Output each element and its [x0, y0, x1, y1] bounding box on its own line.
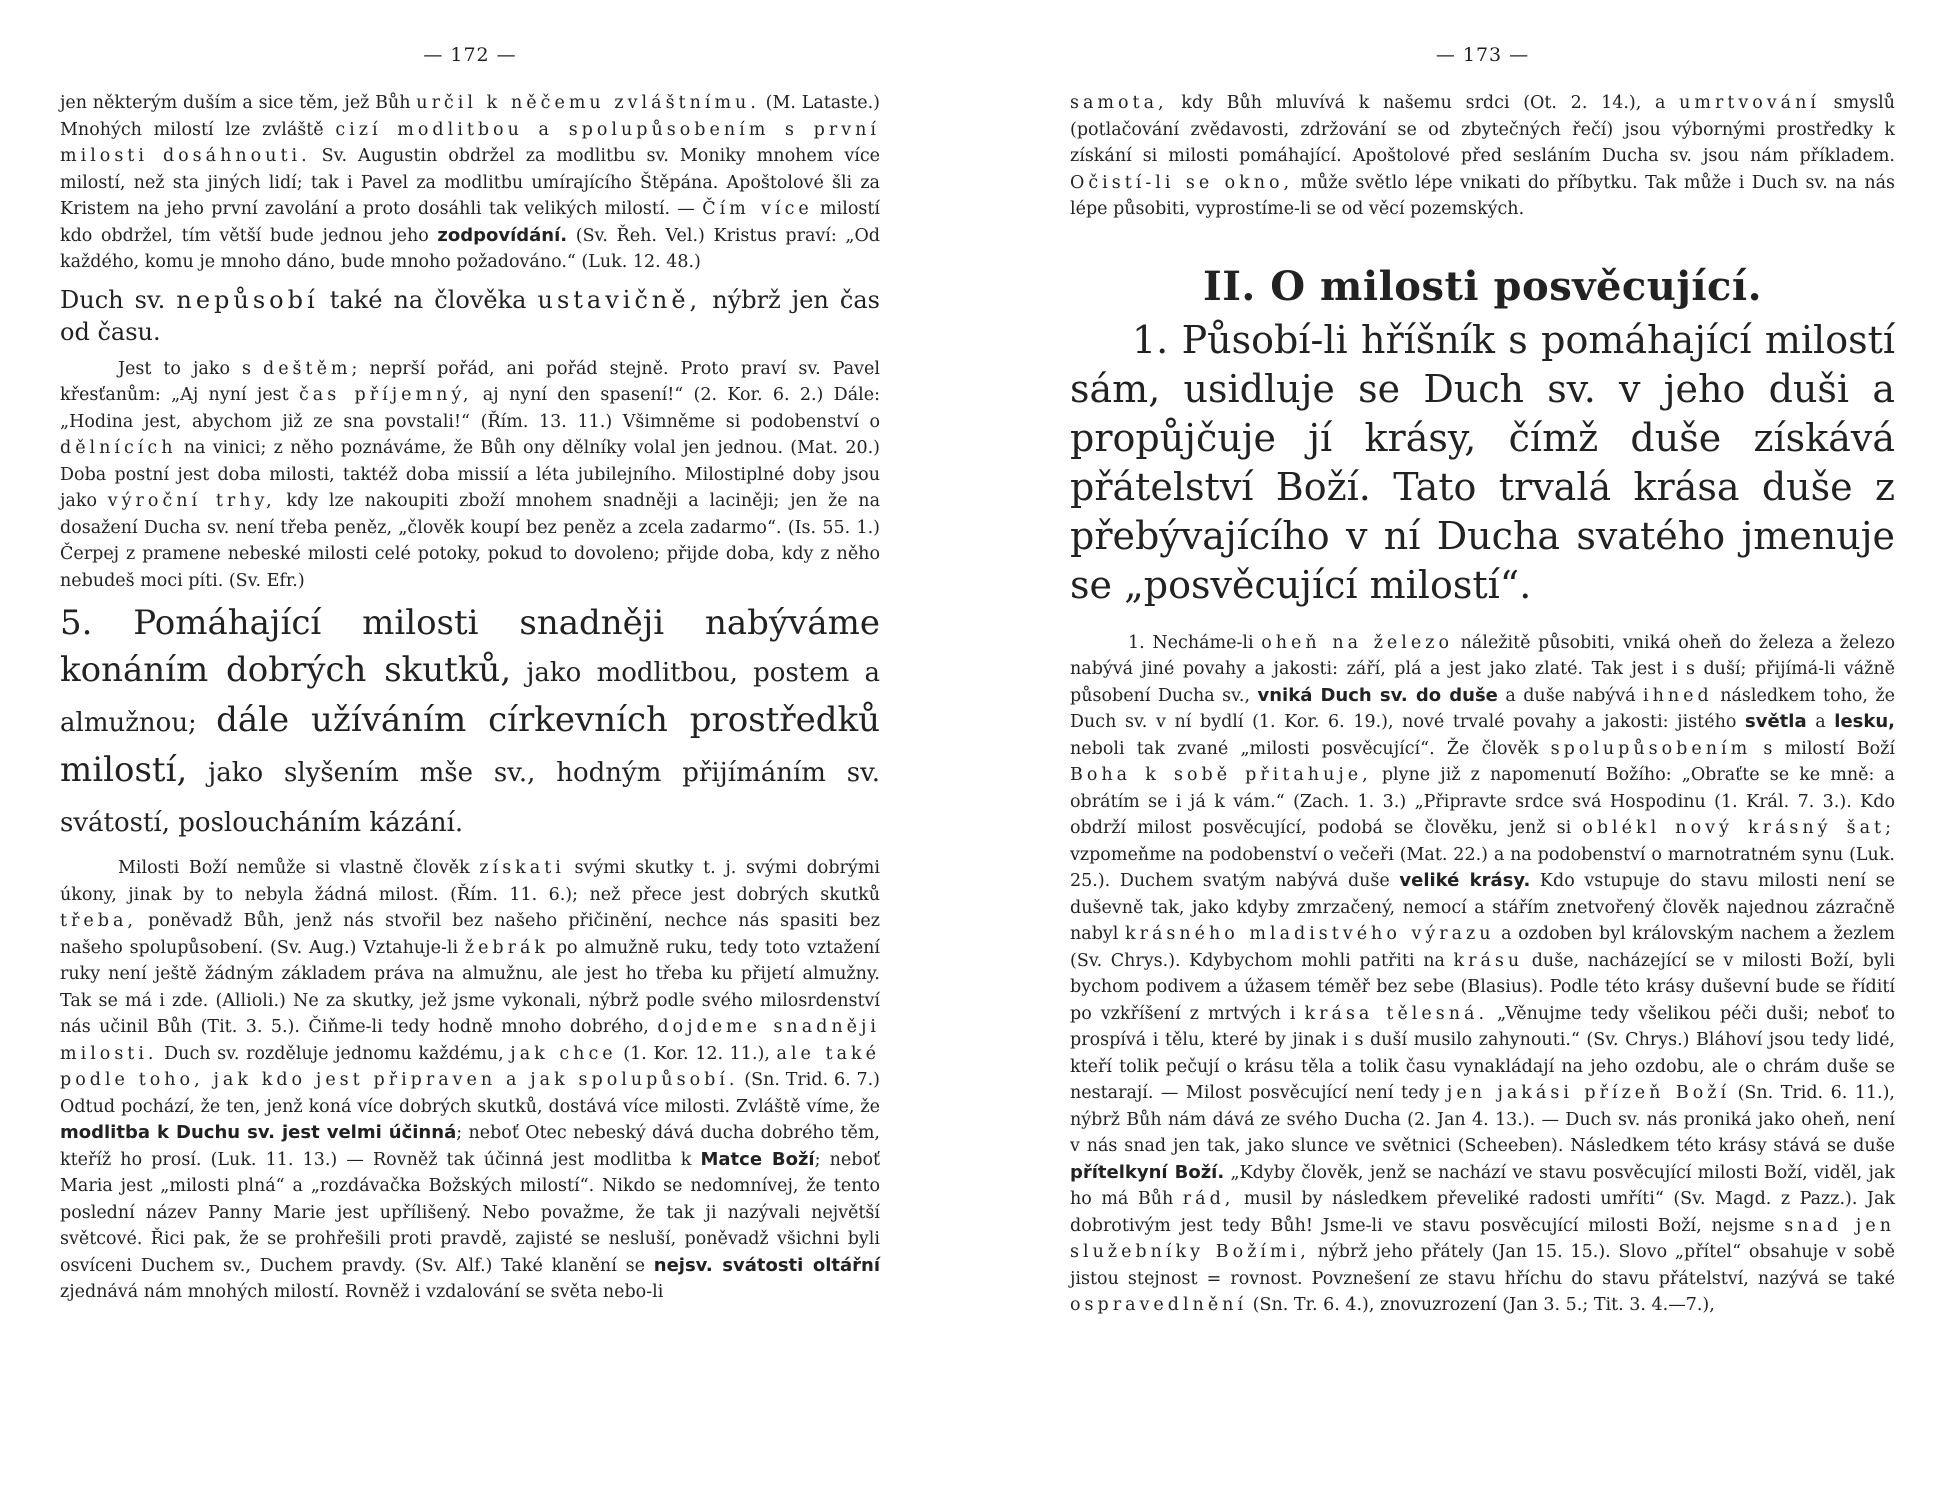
page-right: [1070, 0, 1895, 1500]
paragraph: Jest to jako s deštěm; neprší pořád, ani pořád stejně. Proto praví sv. Pavel křesťanům: „Aj nyní jest čas příjemný, aj nyní den spasení!“ (2. Kor. 6. 2.) Dále: „Hodina jest, abychom již ze sna povstali!“ (Řím. 13. 11.) Všimněme si podobenství o dělnících na vinici; z něho poznáváme, že Bůh ony dělníky volal jen jednou. (Mat. 20.) Doba postní jest doba milosti, taktéž doba missií a léta jubilejního. Milostiplné doby jsou jako výroční trhy, kdy lze nakoupiti zboží mnohem snadněji a laciněji; jen že na dosažení Ducha sv. není třeba peněz, „člověk koupí bez peněz a zcela zadarmo“. (Is. 55. 1.) Čerpej z pramene nebeské milosti celé potoky, pokud to dovoleno; přijde doba, kdy z něho nebudeš moci píti. (Sv. Efr.): [60, 358, 881, 591]
lead-paragraph: Duch sv. nepůsobí také na člověka ustavičně, nýbrž jen čas od času.: [60, 285, 880, 346]
section-title: II. O milosti posvěcující.: [1203, 262, 1762, 310]
page-body: [60, 90, 880, 1306]
paragraph: Milosti Boží nemůže si vlastně člověk získati svými skutky t. j. svými dobrými úkony, jinak by to nebyla žádná milost. (Řím. 11. 6.); než přece jest dobrých skutků třeba, poněvadž Bůh, jenž nás stvořil bez našeho přičinění, nechce nás spasiti bez našeho spolupůsobení. (Sv. Aug.) Vztahuje-li žebrák po almužně ruku, tedy toto vztažení ruky není ještě žádným základem práva na almužnu, ale jest ho třeba ku přijetí almužny. Tak se má i zde. (Allioli.) Ne za skutky, jež jsme vykonali, nýbrž podle svého milosrdenství nás učinil Bůh (Tit. 3. 5.). Čiňme-li tedy hodně mnoho dobrého, dojdeme snadněji milosti. Duch sv. rozděluje jednomu každému, jak chce (1. Kor. 12. 11.), ale také podle toho, jak kdo jest připraven a jak spolupůsobí. (Sn. Trid. 6. 7.) Odtud pochází, že ten, jenž koná více dobrých skutků, dostává více milosti. Zvláště víme, že modlitba k Duchu sv. jest velmi účinná; neboť Otec nebeský dává ducha dobrého těm, kteříž ho prosí. (Luk. 11. 13.) — Rovněž tak účinná jest modlitba k Matce Boží; neboť Maria jest „milosti plná“ a „rozdávačka Božských milostí“. Nikdo se nedomnívej, že tento poslední název Panny Marie jest upřílišený. Nebo považme, že tak ji nazývali největší světcové. Řici pak, že se prohřešili proti pravdě, zajisté se nesluší, poněvadž všichni byli osvíceni Duchem sv., Duchem pravdy. (Sv. Alf.) Také klanění se nejsv. svátosti oltářní zjednává nám mnohých milostí. Rovněž i vzdalování se světa nebo-li: [60, 858, 881, 1302]
paragraph: samota, kdy Bůh mluvívá k našemu srdci (Ot. 2. 14.), a umrtvování smyslů (potlačování zvědavosti, zdržování se od zbytečných řečí) jsou výbornými prostředky k získání si milosti pomáhající. Apoštolové před sesláním Ducha sv. jsou nám příkladem. Očistí-li se okno, může světlo lépe vnikati do příbytku. Tak může i Duch sv. na nás lépe působiti, vyprostíme-li se od věcí pozemských.: [1070, 93, 1896, 219]
section-heading: 5. Pomáhající milosti snadněji nabýváme konáním dobrých skutků, jako modlitbou, postem a almužnou; dále užíváním církevních prostředků milostí, jako slyšením mše sv., hodným přijímáním sv. svátostí, posloucháním kázání.: [60, 603, 880, 838]
page-number: — 173 —: [1435, 44, 1530, 66]
page-number: — 172 —: [423, 44, 517, 66]
section-heading: 1. Působí-li hříšník s pomáhající milostí sám, usidluje se Duch sv. v jeho duši a propůjčuje jí krásy, čímž duše získává přátelství Boží. Tato trvalá krása duše z přebývajícího v ní Ducha svatého jmenuje se „posvěcující milostí“.: [1070, 317, 1895, 607]
paragraph: jen některým duším a sice těm, jež Bůh určil k něčemu zvláštnímu. (M. Lataste.) Mnohých milostí lze zvláště cizí modlitbou a spolupůsobením s první milosti dosáhnouti. Sv. Augustin obdržel za modlitbu sv. Moniky mnohem více milostí, než sta jiných lidí; tak i Pavel za modlitbu umírajícího Štěpána. Apoštolové šli za Kristem na jeho první zavolání a proto dosáhli tak velikých milostí. — Čím více milostí kdo obdržel, tím větší bude jednou jeho zodpovídání. (Sv. Řeh. Vel.) Kristus praví: „Od každého, komu je mnoho dáno, bude mnoho požadováno.“ (Luk. 12. 48.): [60, 93, 880, 272]
page-body: [1070, 90, 1895, 1319]
page-left: [60, 0, 880, 1500]
paragraph: 1. Necháme-li oheň na železo náležitě působiti, vniká oheň do železa a železo nabývá jiné povahy a jakosti: září, plá a jest jako zlaté. Tak jest i s duší; přijímá-li vážně působení Ducha sv., vniká Duch sv. do duše a duše nabývá ihned následkem toho, že Duch sv. v ní bydlí (1. Kor. 6. 19.), nové trvalé povahy a jakosti: jistého světla a lesku, neboli tak zvané „milosti posvěcující“. Že člověk spolupůsobením s milostí Boží Boha k sobě přitahuje, plyne již z napomenutí Božího: „Obraťte se ke mně: a obrátím se i já k vám.“ (Zach. 1. 3.) „Připravte srdce svá Hospodinu (1. Král. 7. 3.). Kdo obdrží milost posvěcující, podobá se člověku, jenž si oblékl nový krásný šat; vzpomeňme na podobenství o večeři (Mat. 22.) a na podobenství o marnotratném synu (Luk. 25.). Duchem svatým nabývá duše veliké krásy. Kdo vstupuje do stavu milosti není se duševně tak, jako kdyby zmrzačený, nemocí a stářím znetvořený člověk najednou zázračně nabyl krásného mladistvého výrazu a ozdoben byl královským nachem a žezlem (Sv. Chrys.). Kdybychom mohli patřiti na krásu duše, nacházející se v milosti Boží, byli bychom podivem a úžasem téměř bez sebe (Blasius). Podle této krásy duševní bude se řídití po vzkříšení z mrtvých i krása tělesná. „Věnujme tedy všelikou péči duši; neboť to prospívá i tělu, které by jinak i s duší musilo zahynouti.“ (Sv. Chrys.) Bláhoví jsou tedy lidé, kteří tolik pečují o krásu těla a tolik času vynakládají na jeho ozdobu, ale o chrám duše se nestarají. — Milost posvěcující není tedy jen jakási přízeň Boží (Sn. Trid. 6. 11.), nýbrž Bůh nám dává ze svého Ducha (2. Jan 4. 13.). — Duch sv. nás proniká jako oheň, není v nás snad jen tak, jako slunce ve světnici (Scheeben). Následkem této krásy stává se duše přítelkyní Boží. „Kdyby člověk, jenž se nachází ve stavu posvěcující milosti Boží, viděl, jak ho má Bůh rád, musil by následkem převeliké radosti umříti“ (Sv. Magd. z Pazz.). Jak dobrotivým jest tedy Bůh! Jsme-li ve stavu posvěcující milosti Boží, nejsme snad jen služebníky Božími, nýbrž jeho přátely (Jan 15. 15.). Slovo „přítel“ obsahuje v sobě jistou stejnost = rovnost. Povznešení ze stavu hříchu do stavu přátelství, nazývá se také ospravedlnění (Sn. Tr. 6. 4.), znovuzrození (Jan 3. 5.; Tit. 3. 4.—7.),: [1070, 632, 1896, 1315]
